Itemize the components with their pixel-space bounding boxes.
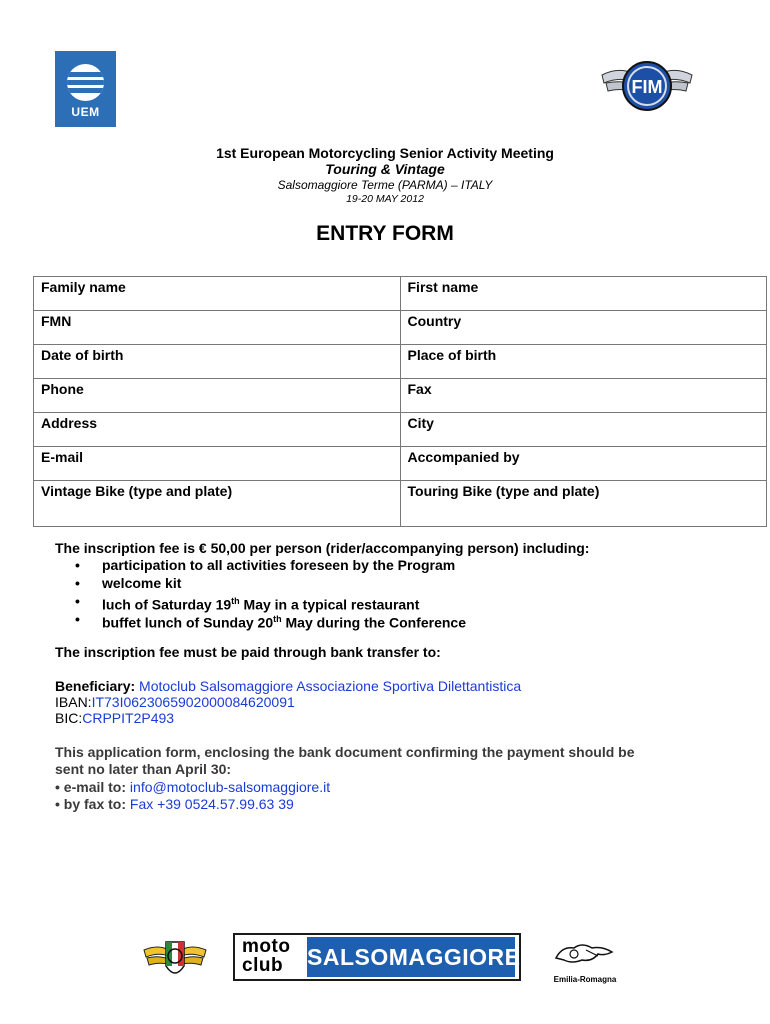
fee-intro: The inscription fee is € 50,00 per person (rider/accompanying person) including: — [55, 540, 590, 556]
motoclub-logo-line2: club — [242, 955, 284, 976]
submission-line-1: This application form, enclosing the bank document confirming the payment should be — [55, 744, 635, 760]
entry-form-table — [33, 276, 767, 527]
fax-label: • by fax to: — [55, 796, 130, 812]
motoclub-salsomaggiore-logo — [233, 933, 521, 981]
table-row — [34, 447, 767, 481]
list-item: • luch of Saturday 19th May in a typical restaurant — [75, 593, 420, 613]
form-title: ENTRY FORM — [316, 222, 454, 245]
motoclub-logo-line1: moto — [242, 936, 291, 957]
bic-line — [55, 710, 174, 726]
fax-line — [55, 796, 294, 812]
fim-logo-text: FIM — [631, 77, 663, 97]
event-subtitle: Touring & Vintage — [325, 161, 445, 177]
motoclub-logo-name: SALSOMAGGIORE — [307, 937, 515, 977]
table-row — [34, 413, 767, 447]
bullet-icon: • — [75, 557, 80, 573]
fee-inclusions-list — [58, 556, 466, 631]
address-field[interactable]: Address — [34, 413, 401, 447]
submission-line-2: sent no later than April 30: — [55, 761, 232, 777]
table-row — [34, 345, 767, 379]
list-item: • welcome kit — [75, 575, 182, 591]
accompanied-by-field[interactable]: Accompanied by — [400, 447, 767, 481]
place-of-birth-field[interactable]: Place of birth — [400, 345, 767, 379]
event-location: Salsomaggiore Terme (PARMA) – ITALY — [277, 178, 493, 192]
table-row — [34, 311, 767, 345]
bic-value: CRPPIT2P493 — [82, 710, 175, 726]
beneficiary-label: Beneficiary: — [55, 678, 140, 694]
list-item: • participation to all activities foreseen by the Program — [75, 557, 456, 573]
fmn-field[interactable]: FMN — [34, 311, 401, 345]
country-field[interactable]: Country — [400, 311, 767, 345]
email-link[interactable]: info@motoclub-salsomaggiore.it — [129, 779, 331, 795]
family-name-field[interactable]: Family name — [34, 277, 401, 311]
touring-bike-field[interactable]: Touring Bike (type and plate) — [400, 481, 767, 527]
table-row — [34, 277, 767, 311]
fax-value: Fax +39 0524.57.99.63 39 — [129, 796, 294, 812]
uem-emblem-icon — [67, 64, 104, 101]
list-item: • buffet lunch of Sunday 20th May during the Conference — [75, 611, 466, 631]
iban-label: IBAN: — [55, 694, 92, 710]
region-emblem-icon — [552, 938, 618, 970]
email-label: • e-mail to: — [55, 779, 130, 795]
uem-logo — [55, 51, 116, 127]
fax-field[interactable]: Fax — [400, 379, 767, 413]
emilia-romagna-logo — [552, 938, 618, 984]
first-name-field[interactable]: First name — [400, 277, 767, 311]
event-title: 1st European Motorcycling Senior Activity Meeting — [216, 145, 554, 161]
uem-logo-text: UEM — [71, 105, 100, 119]
fim-logo — [598, 53, 696, 119]
date-of-birth-field[interactable]: Date of birth — [34, 345, 401, 379]
table-row — [34, 481, 767, 527]
vintage-bike-field[interactable]: Vintage Bike (type and plate) — [34, 481, 401, 527]
iban-line — [55, 694, 295, 710]
region-logo-text: Emilia-Romagna — [553, 975, 617, 984]
email-line — [55, 779, 330, 795]
table-row — [34, 379, 767, 413]
payment-note: The inscription fee must be paid through bank transfer to: — [55, 644, 441, 660]
fmi-logo — [142, 936, 208, 986]
phone-field[interactable]: Phone — [34, 379, 401, 413]
bic-label: BIC: — [55, 710, 83, 726]
email-field[interactable]: E-mail — [34, 447, 401, 481]
city-field[interactable]: City — [400, 413, 767, 447]
iban-value: IT73I0623065902000084620091 — [91, 694, 295, 710]
bullet-icon: • — [75, 575, 80, 591]
bullet-icon: • — [75, 611, 80, 627]
beneficiary-line — [55, 678, 521, 694]
beneficiary-value: Motoclub Salsomaggiore Associazione Sportiva Dilettantistica — [139, 678, 522, 694]
bullet-icon: • — [75, 593, 80, 609]
event-dates: 19-20 MAY 2012 — [346, 193, 424, 205]
